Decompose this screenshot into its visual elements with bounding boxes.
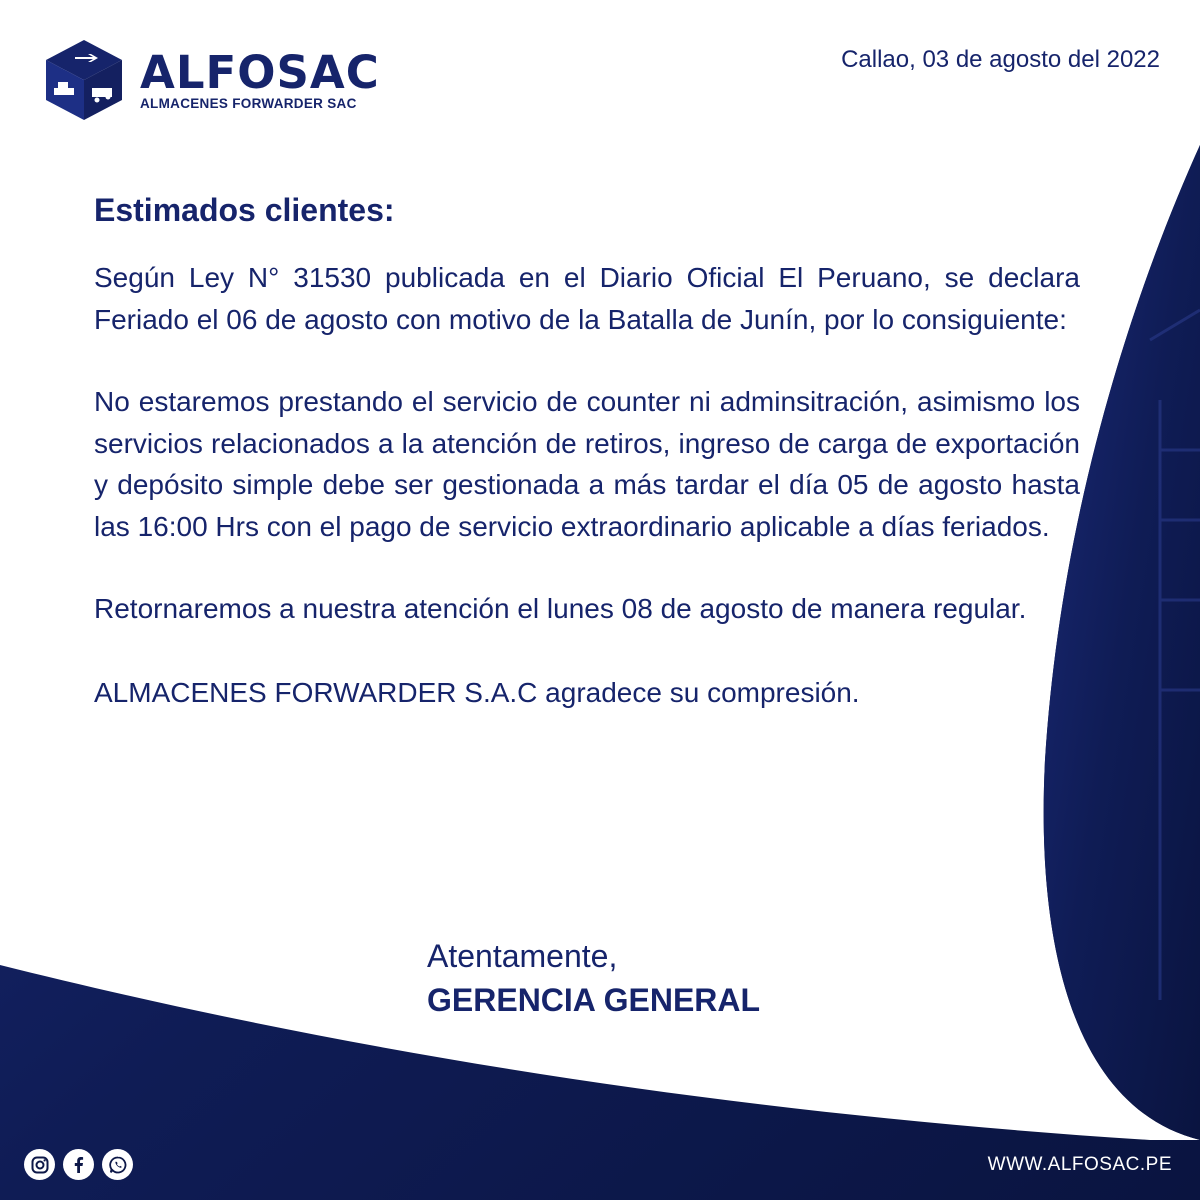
- paragraph-return: Retornaremos a nuestra atención el lunes 08 de agosto de manera regular.: [94, 593, 1027, 624]
- closing: Atentamente,: [427, 938, 618, 974]
- signature-block: [427, 934, 760, 1022]
- paragraph-services: No estaremos prestando el servicio de counter ni adminsitración, asimismo los servicios relacionados a la atención de retiros, ingreso de carga de exportación y depósito simple debe ser gestionada a más tardar el día 05 de agosto hasta las 16:00 Hrs con el pago de servicio extraordinario aplicable a días feriados.: [94, 386, 1080, 542]
- social-links: [24, 1149, 133, 1180]
- greeting: Estimados clientes:: [94, 192, 395, 228]
- facebook-icon[interactable]: [63, 1149, 94, 1180]
- date-line: Callao, 03 de agosto del 2022: [841, 46, 1160, 73]
- instagram-icon[interactable]: [24, 1149, 55, 1180]
- cube-logo-icon: [42, 38, 126, 122]
- brand-name: ALFOSAC: [140, 45, 380, 99]
- paragraph-thanks: ALMACENES FORWARDER S.A.C agradece su compresión.: [94, 676, 860, 708]
- website-link[interactable]: WWW.ALFOSAC.PE: [987, 1154, 1172, 1175]
- paragraph-holiday-law: Según Ley N° 31530 publicada en el Diario Oficial El Peruano, se declara Feriado el 06 de agosto con motivo de la Batalla de Junín, por lo consiguiente:: [94, 262, 1080, 335]
- letter-body: [94, 192, 1080, 713]
- company-logo: [42, 38, 380, 122]
- whatsapp-icon[interactable]: [102, 1149, 133, 1180]
- brand-subtitle: ALMACENES FORWARDER SAC: [140, 95, 357, 111]
- signature: GERENCIA GENERAL: [427, 982, 761, 1018]
